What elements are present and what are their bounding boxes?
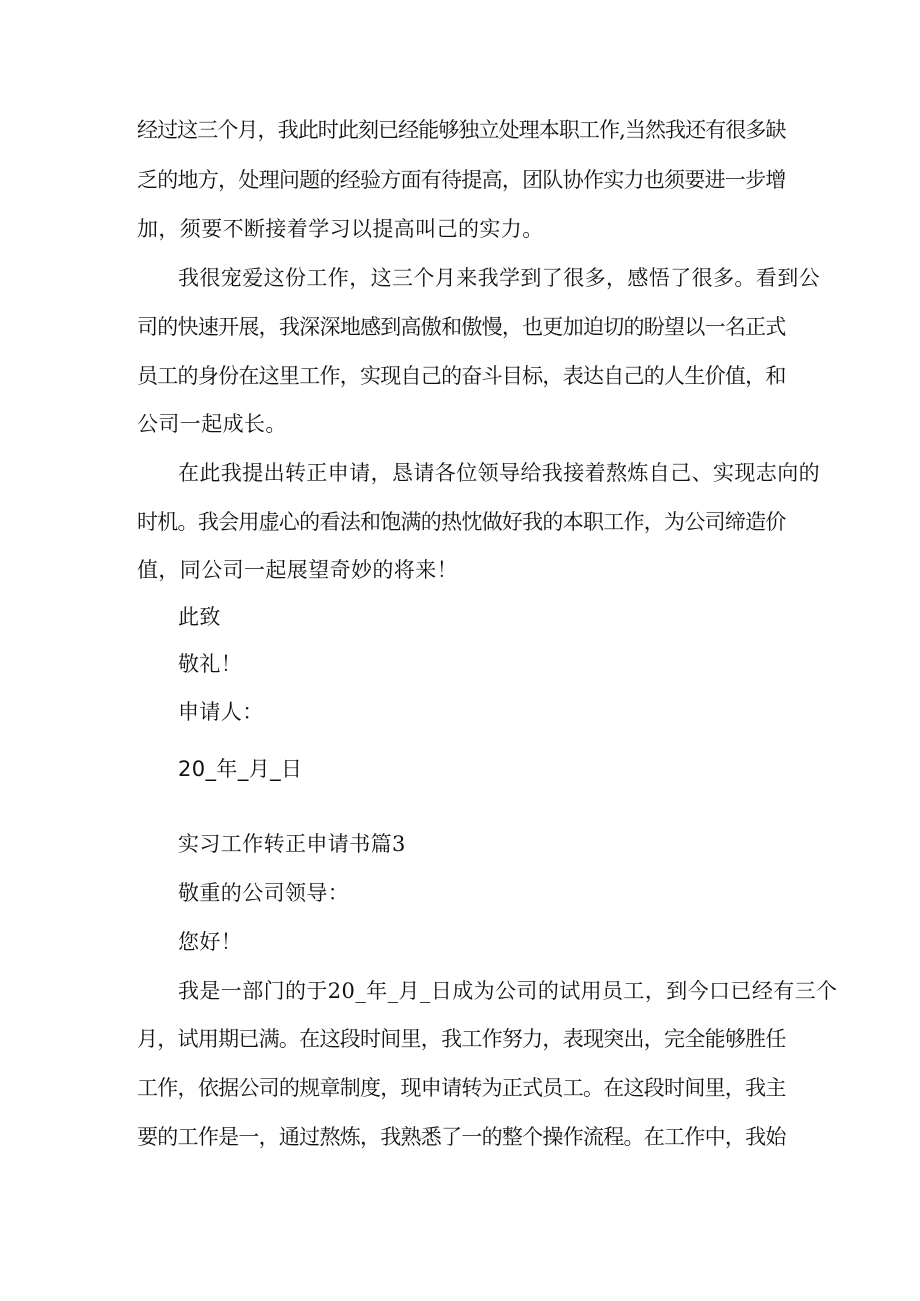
paragraph-4-line-1: 我是一部门的于20_年_月_日成为公司的试用员工，到今口已经有三个 [178, 979, 838, 1003]
paragraph-1-line-1: 经过这三个月，我此时此刻已经能够独立处理本职工作,当然我还有很多缺 [137, 118, 786, 142]
section-title: 实习工作转正申请书篇3 [178, 832, 406, 856]
paragraph-1-line-3: 加，须要不断接着学习以提高叫己的实力。 [137, 217, 544, 241]
greeting-text: 敬重的公司领导： [178, 881, 350, 905]
paragraph-2-line-3: 员工的身份在这里工作，实现自己的奋斗目标，表达自己的人生价值，和 [137, 364, 786, 388]
paragraph-2-line-4: 公司一起成长。 [137, 412, 287, 436]
paragraph-3-line-2: 时机。我会用虚心的看法和饱满的热忱做好我的本职工作，为公司缔造价 [137, 510, 786, 534]
paragraph-2-line-1: 我很宠爱这份工作，这三个月来我学到了很多，感悟了很多。看到公 [178, 266, 820, 290]
hello-text: 您好！ [178, 930, 243, 954]
paragraph-1-line-2: 乏的地方，处理问题的经验方面有待提高，团队协作实力也须要进一步增 [137, 168, 786, 192]
date-line: 20_年_月_日 [178, 757, 303, 781]
closing-text: 此致 [178, 605, 221, 629]
paragraph-4-line-3: 工作，依据公司的规章制度，现申请转为正式员工。在这段时间里，我主 [137, 1076, 786, 1100]
paragraph-4-line-4: 要的工作是一，通过熬炼，我熟悉了一的整个操作流程。在工作中，我始 [137, 1125, 786, 1149]
paragraph-2-line-2: 司的快速开展，我深深地感到高傲和傲慢，也更加迫切的盼望以一名正式 [137, 315, 786, 339]
paragraph-4-line-2: 月，试用期已满。在这段时间里，我工作努力，表现突出，完全能够胜任 [137, 1027, 786, 1051]
applicant-label: 申请人： [178, 700, 264, 724]
salute-text: 敬礼！ [178, 652, 243, 676]
paragraph-3-line-3: 值，同公司一起展望奇妙的将来！ [137, 558, 458, 582]
paragraph-3-line-1: 在此我提出转正申请，恳请各位领导给我接着熬炼自己、实现志向的 [178, 461, 820, 485]
